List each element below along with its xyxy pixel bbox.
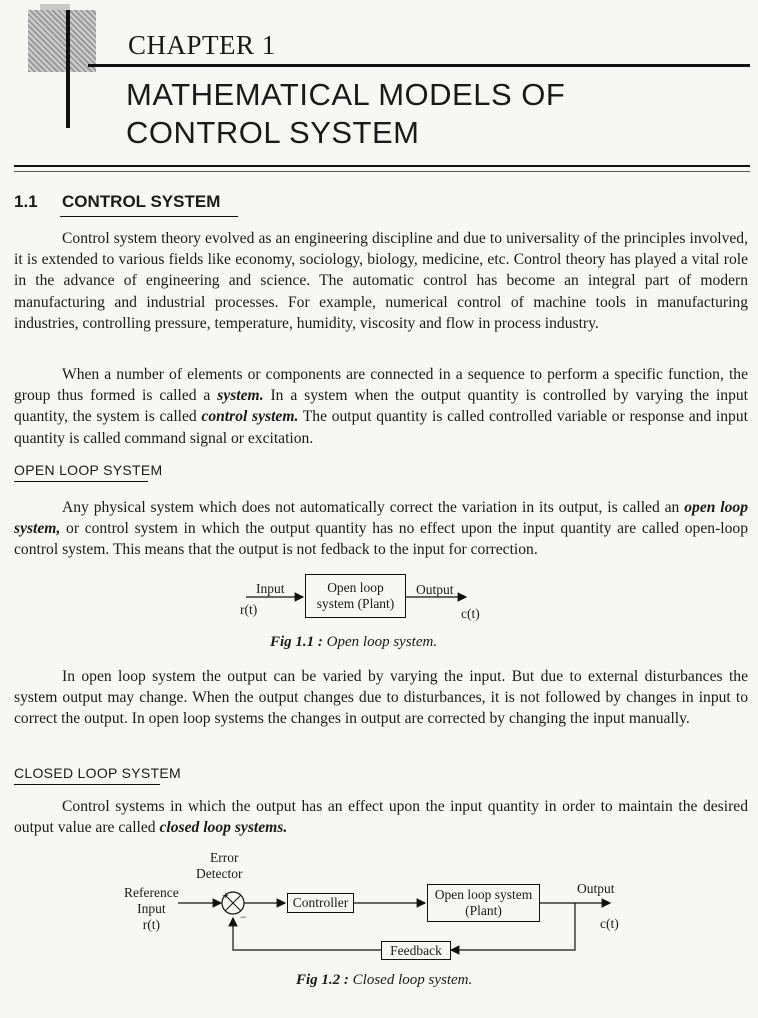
- fig2-output-label: Output: [577, 881, 615, 896]
- paragraph-intro: Control system theory evolved as an engineering discipline and due to universality of the principles involved, it is extended to various fields like economy, sociology, biology, medicine, etc. Control theory has played a vital role in the advance of engineering and science. The automatic control has become an integral part of modern manufacturing and industrial processes. For example, numerical control of machine tools in manufacturing industries, controlling pressure, temperature, humidity, viscosity and flow in process industry.: [14, 230, 748, 332]
- open-loop-heading: OPEN LOOP SYSTEM: [14, 462, 163, 478]
- fig2-error-line2: Detector: [196, 866, 243, 881]
- fig2-ref-line3: r(t): [142, 917, 160, 932]
- fig2-plus-sign: +: [222, 888, 229, 902]
- fig2-error-line1: Error: [210, 850, 239, 865]
- paragraph-open-loop-disturbance: In open loop system the output can be varied by varying the input. But due to external disturbances the system output may change. When the output changes due to disturbances, it is not followed by changes in input to correct the output. In open loop systems the changes in output are corrected by changing the input manually.: [14, 668, 748, 728]
- term-system: system.: [217, 387, 264, 405]
- fig1-box-line2: system (Plant): [316, 596, 395, 611]
- chapter-title-line1: MATHEMATICAL MODELS OF: [126, 77, 566, 112]
- p2-text-c: In a system when the output quantity is controlled by varying the input quantity, the system is called: [14, 387, 749, 426]
- fig2-error-detector-label: [196, 850, 243, 882]
- fig2-caption: [296, 972, 472, 989]
- p2-text-e: The output quantity is called controlled variable or response and input quantity is called command signal or excitation.: [14, 408, 748, 447]
- fig2-controller-box: Controller: [287, 893, 354, 913]
- fig2-plant-line1: Open loop system: [434, 887, 533, 902]
- fig1-input-signal: r(t): [240, 602, 258, 617]
- fig1-output-signal: c(t): [461, 606, 480, 621]
- p3-text-a: Any physical system which does not automatically correct the variation in its output, is called an: [62, 499, 685, 516]
- section-number: 1.1: [14, 192, 38, 211]
- term-closed-loop-systems: closed loop systems.: [159, 819, 288, 837]
- chapter-label: CHAPTER 1: [128, 30, 276, 60]
- fig2-plant-box: [427, 884, 540, 922]
- term-open-loop-system: open loop system,: [14, 499, 748, 538]
- p3-text-c: or control system in which the output quantity has no effect upon the input quantity are called open-loop control system. This means that the output is not fedback to the input for correction.: [14, 520, 748, 559]
- fig2-feedback-box: Feedback: [381, 941, 451, 960]
- fig2-plant-line2: (Plant): [465, 903, 502, 918]
- p2-text-a: When a number of elements or components are connected in a sequence to perform a specific function, the group thus formed is called a: [14, 366, 748, 405]
- fig2-minus-sign: −: [240, 910, 247, 924]
- fig1-caption-number: Fig 1.1 :: [270, 634, 323, 650]
- fig1-caption-text: Open loop system.: [322, 634, 438, 650]
- fig1-box-line1: Open loop: [327, 580, 384, 595]
- term-control-system: control system.: [201, 408, 299, 426]
- section-title: CONTROL SYSTEM: [62, 192, 221, 211]
- fig2-ref-line2: Input: [137, 901, 166, 916]
- p5-text-a: Control systems in which the output has an effect upon the input quantity in order to maintain the desired output value are called: [14, 798, 748, 837]
- fig2-reference-label: [124, 885, 179, 933]
- fig1-output-label: Output: [416, 582, 454, 597]
- fig2-caption-text: Closed loop system.: [348, 972, 473, 988]
- fig2-ref-line1: Reference: [124, 885, 179, 900]
- chapter-title-line2: CONTROL SYSTEM: [126, 115, 420, 150]
- closed-loop-heading: CLOSED LOOP SYSTEM: [14, 765, 181, 781]
- fig2-output-signal: c(t): [600, 916, 619, 931]
- fig2-feedback-path-out: [233, 918, 381, 950]
- fig2-caption-number: Fig 1.2 :: [296, 972, 349, 988]
- fig1-input-label: Input: [256, 581, 285, 596]
